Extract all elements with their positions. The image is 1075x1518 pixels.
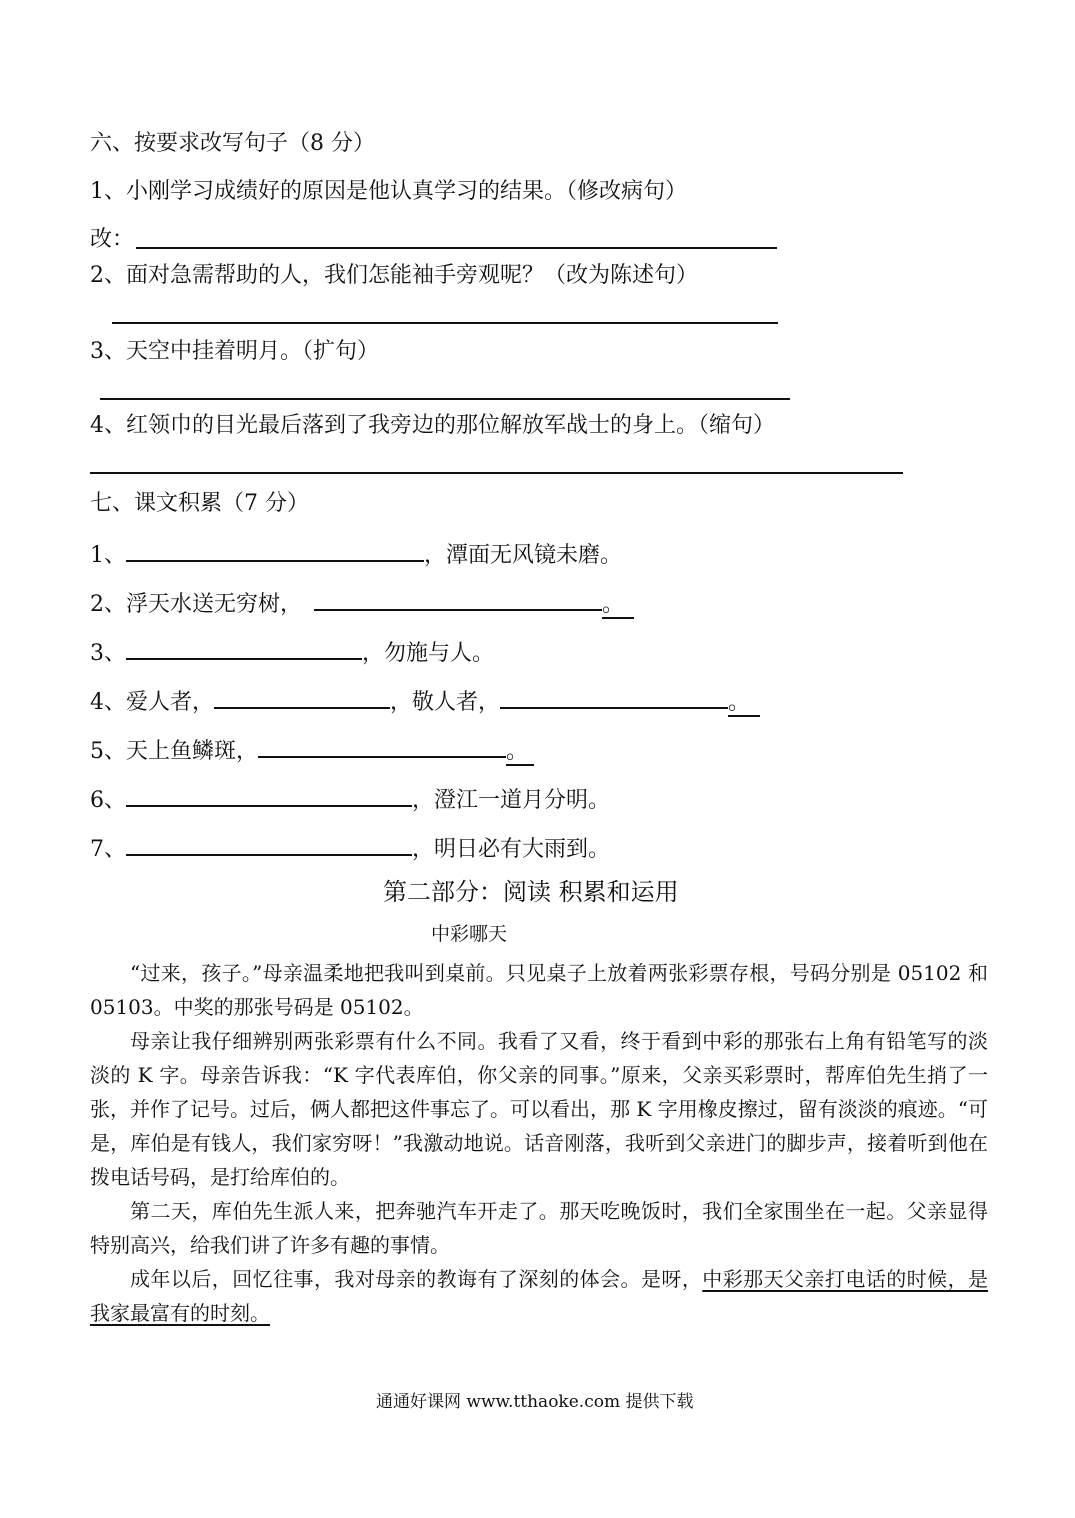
item-text-after: 。 xyxy=(728,690,760,717)
reading-passage xyxy=(90,956,988,1330)
item-number: 3、 xyxy=(90,641,126,666)
recite-item-7 xyxy=(90,832,610,864)
section6-q1-answer-label: 改： xyxy=(90,227,135,252)
underlined-sentence: 中彩那天父亲打电话的时候，是我家最富有的时刻。 xyxy=(90,1267,989,1325)
item-number: 7、 xyxy=(90,837,126,862)
fill-blank[interactable] xyxy=(126,636,362,660)
section6-q1: 1、小刚学习成绩好的原因是他认真学习的结果。（修改病句） xyxy=(90,179,687,204)
part2-heading: 第二部分：阅读 积累和运用 xyxy=(383,878,679,906)
answer-line-q2[interactable] xyxy=(112,322,778,324)
recite-item-2 xyxy=(90,587,634,619)
item-number: 4、 xyxy=(90,690,126,715)
fill-blank[interactable] xyxy=(314,587,602,611)
item-number: 1、 xyxy=(90,543,126,568)
item-text-before: 浮天水送无穷树， xyxy=(126,592,303,617)
passage-paragraph-last xyxy=(90,1262,988,1330)
section6-q4: 4、红领巾的目光最后落到了我旁边的那位解放军战士的身上。（缩句） xyxy=(90,413,775,438)
answer-line-q4[interactable] xyxy=(90,472,903,474)
item-text-before: 爱人者， xyxy=(126,690,215,715)
story-title: 中彩哪天 xyxy=(431,923,508,945)
fill-blank[interactable] xyxy=(258,734,506,758)
item-number: 6、 xyxy=(90,788,126,813)
item-text-after: 。 xyxy=(506,739,534,766)
section6-q3: 3、天空中挂着明月。（扩句） xyxy=(90,339,379,364)
passage-paragraph: 第二天，库伯先生派人来，把奔驰汽车开走了。那天吃晚饭时，我们全家围坐在一起。父亲显得特别高兴，给我们讲了许多有趣的事情。 xyxy=(90,1199,988,1257)
fill-blank[interactable] xyxy=(500,685,728,709)
item-text-after: ，勿施与人。 xyxy=(362,641,495,666)
fill-blank[interactable] xyxy=(126,832,412,856)
item-number: 2、 xyxy=(90,592,126,617)
section6-q2: 2、面对急需帮助的人，我们怎能袖手旁观呢？（改为陈述句） xyxy=(90,263,698,288)
recite-item-6 xyxy=(90,783,610,815)
recite-item-3 xyxy=(90,636,494,668)
fill-blank[interactable] xyxy=(126,538,424,562)
answer-line-q3[interactable] xyxy=(100,398,790,400)
item-text-after: ，澄江一道月分明。 xyxy=(412,788,611,813)
item-number: 5、 xyxy=(90,739,126,764)
item-text-after: ，明日必有大雨到。 xyxy=(412,837,611,862)
fill-blank[interactable] xyxy=(214,685,390,709)
passage-text: 成年以后，回忆往事，我对母亲的教诲有了深刻的体会。是呀， xyxy=(130,1267,703,1291)
section6-title: 六、按要求改写句子（8 分） xyxy=(90,131,375,156)
recite-item-4 xyxy=(90,685,760,717)
answer-line-q1[interactable] xyxy=(136,247,777,249)
item-text-before: 天上鱼鳞斑， xyxy=(126,739,259,764)
fill-blank[interactable] xyxy=(126,783,412,807)
recite-item-1 xyxy=(90,538,622,570)
item-text-middle: ，敬人者， xyxy=(390,690,501,715)
item-text-after: ，潭面无风镜未磨。 xyxy=(424,543,623,568)
recite-item-5 xyxy=(90,734,534,766)
passage-paragraph: “过来，孩子。”母亲温柔地把我叫到桌前。只见桌子上放着两张彩票存根，号码分别是 05102 和 05103。中奖的那张号码是 05102。 xyxy=(90,961,988,1019)
item-text-after: 。 xyxy=(602,592,634,619)
section7-title: 七、课文积累（7 分） xyxy=(90,491,309,516)
footer-credit: 通通好课网 www.tthaoke.com 提供下载 xyxy=(376,1392,694,1412)
passage-paragraph: 母亲让我仔细辨别两张彩票有什么不同。我看了又看，终于看到中彩的那张右上角有铅笔写的淡淡的 K 字。母亲告诉我：“K 字代表库伯，你父亲的同事。”原来，父亲买彩票时，帮库伯先生捎了一张，并作了记号。过后，俩人都把这件事忘了。可以看出，那 K 字用橡皮擦过，留有淡淡的痕迹。“可是，库伯是有钱人，我们家穷呀！”我激动地说。话音刚落，我听到父亲进门的脚步声，接着听到他在拨电话号码，是打给库伯的。 xyxy=(90,1029,988,1189)
